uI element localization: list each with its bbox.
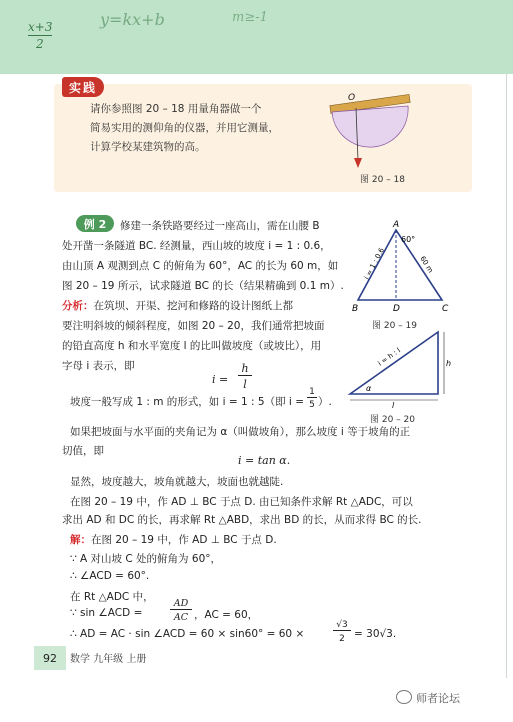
practice-line: 简易实用的测仰角的仪器，并用它测量， [90, 122, 279, 134]
analysis-line: 要注明斜坡的倾斜程度，如图 20 – 20，我们通常把坡面 [62, 320, 325, 332]
header-deco-inequality: m≥-1 [232, 10, 268, 25]
wechat-icon [396, 690, 412, 704]
label-l: l [392, 401, 395, 410]
label-d: D [393, 304, 400, 314]
solution-text: 在图 20 – 19 中，作 AD ⊥ BC 于点 D. [91, 534, 277, 546]
analysis-line: 在图 20 – 19 中，作 AD ⊥ BC 于点 D. 由已知条件求解 Rt △ADC，可以 [70, 496, 413, 508]
final-line: ∴ AD = AC · sin ∠ACD = 60 × sin60° = 60 × [70, 628, 305, 640]
slope-num: 1 [307, 387, 317, 398]
label-slope-left: i = 1 : 0.6 [362, 246, 387, 281]
practice-line: 计算学校某建筑物的高。 [90, 141, 206, 153]
practice-text [90, 100, 279, 157]
solution-line: ∴ ∠ACD = 60°. [70, 570, 150, 582]
example-line: 图 20 – 19 所示，试求隧道 BC 的长（结果精确到 0.1 m）. [62, 280, 344, 292]
label-c: C [442, 304, 449, 314]
final-num: √3 [333, 620, 351, 631]
solution-label: 解： [70, 534, 91, 546]
protractor-figure [318, 90, 418, 174]
solution-line: 在 Rt △ADC 中， [70, 591, 154, 603]
final-den: 2 [339, 634, 345, 644]
sin-num: AD [170, 598, 192, 610]
header-deco-fraction-bar [28, 35, 52, 36]
figure-caption-20-20: 图 20 – 20 [370, 415, 415, 425]
label-alpha: α [366, 384, 372, 393]
example-line: 处开凿一条隧道 BC. 经测量，西山坡的坡度 i = 1 : 0.6， [62, 240, 331, 252]
sin-den: AC [173, 612, 189, 623]
footer-book-title: 数学 九年级 上册 [70, 654, 147, 665]
label-h: h [446, 359, 452, 368]
figure-caption-20-19: 图 20 – 19 [372, 321, 417, 331]
plumb-bob [354, 158, 362, 168]
watermark: 师者论坛 [416, 692, 460, 705]
header-deco-fraction-top: x+3 [28, 20, 53, 34]
example-badge: 例 2 [76, 215, 114, 232]
header-deco-equation: y=kx+b [100, 10, 165, 29]
practice-line: 请你参照图 20 – 18 用量角器做一个 [90, 103, 262, 115]
slope-triangle [350, 332, 438, 394]
page-number: 92 [34, 646, 66, 670]
label-b: B [352, 304, 359, 314]
label-slope-ratio: i = h : l [376, 346, 402, 368]
slope-line: 坡度一般写成 1 : m 的形式，如 i = 1 : 5（即 i = [70, 396, 304, 408]
analysis-text: 在筑坝、开渠、挖河和修路的设计图纸上都 [93, 300, 293, 312]
label-ac-length: 60 m [418, 254, 435, 275]
formula-num-h: h [238, 362, 252, 376]
page-header-band [0, 0, 513, 74]
slope-den: 5 [309, 400, 315, 410]
analysis-line [62, 298, 293, 313]
sin-line-end: ，AC = 60， [194, 609, 259, 621]
analysis-line: 如果把坡面与水平面的夹角记为 α（叫做坡角），那么坡度 i 等于坡角的正 [70, 426, 411, 438]
header-deco-fraction-bottom: 2 [36, 37, 44, 51]
figure-label-o: O [348, 93, 356, 103]
analysis-line: 字母 i 表示，即 [62, 360, 135, 372]
practice-badge: 实践 [62, 77, 104, 97]
final-line-end: = 30√3. [354, 628, 397, 640]
analysis-line: 切值，即 [62, 445, 104, 457]
analysis-line: 的铅直高度 h 和水平宽度 l 的比叫做坡度（或坡比），用 [62, 340, 322, 352]
solution-line: ∵ A 对山坡 C 处的俯角为 60°， [70, 553, 221, 565]
formula-i: i = [212, 373, 229, 386]
label-angle: 60° [401, 235, 416, 244]
example-line: 由山顶 A 观测到点 C 的俯角为 60°，AC 的长为 60 m，如 [62, 260, 339, 272]
label-a: A [393, 220, 400, 230]
figure-20-20 [346, 328, 452, 410]
sin-line: ∵ sin ∠ACD = [70, 607, 143, 619]
tan-formula: i = tan α. [238, 454, 291, 467]
analysis-line: 显然，坡度越大，坡角就越大，坡面也就越陡. [70, 476, 284, 488]
analysis-label: 分析： [62, 300, 94, 312]
figure-caption-20-18: 图 20 – 18 [360, 175, 405, 185]
solution-line [70, 532, 277, 547]
figure-20-19 [350, 218, 460, 318]
analysis-line: 求出 AD 和 DC 的长，再求解 Rt △ABD，求出 BD 的长，从而求得 BC 的长. [62, 514, 422, 526]
formula-den-l: l [243, 378, 247, 391]
slope-end: ）. [318, 396, 332, 408]
example-line: 修建一条铁路要经过一座高山，需在山腰 B [120, 220, 320, 232]
protractor-arc [332, 106, 408, 147]
